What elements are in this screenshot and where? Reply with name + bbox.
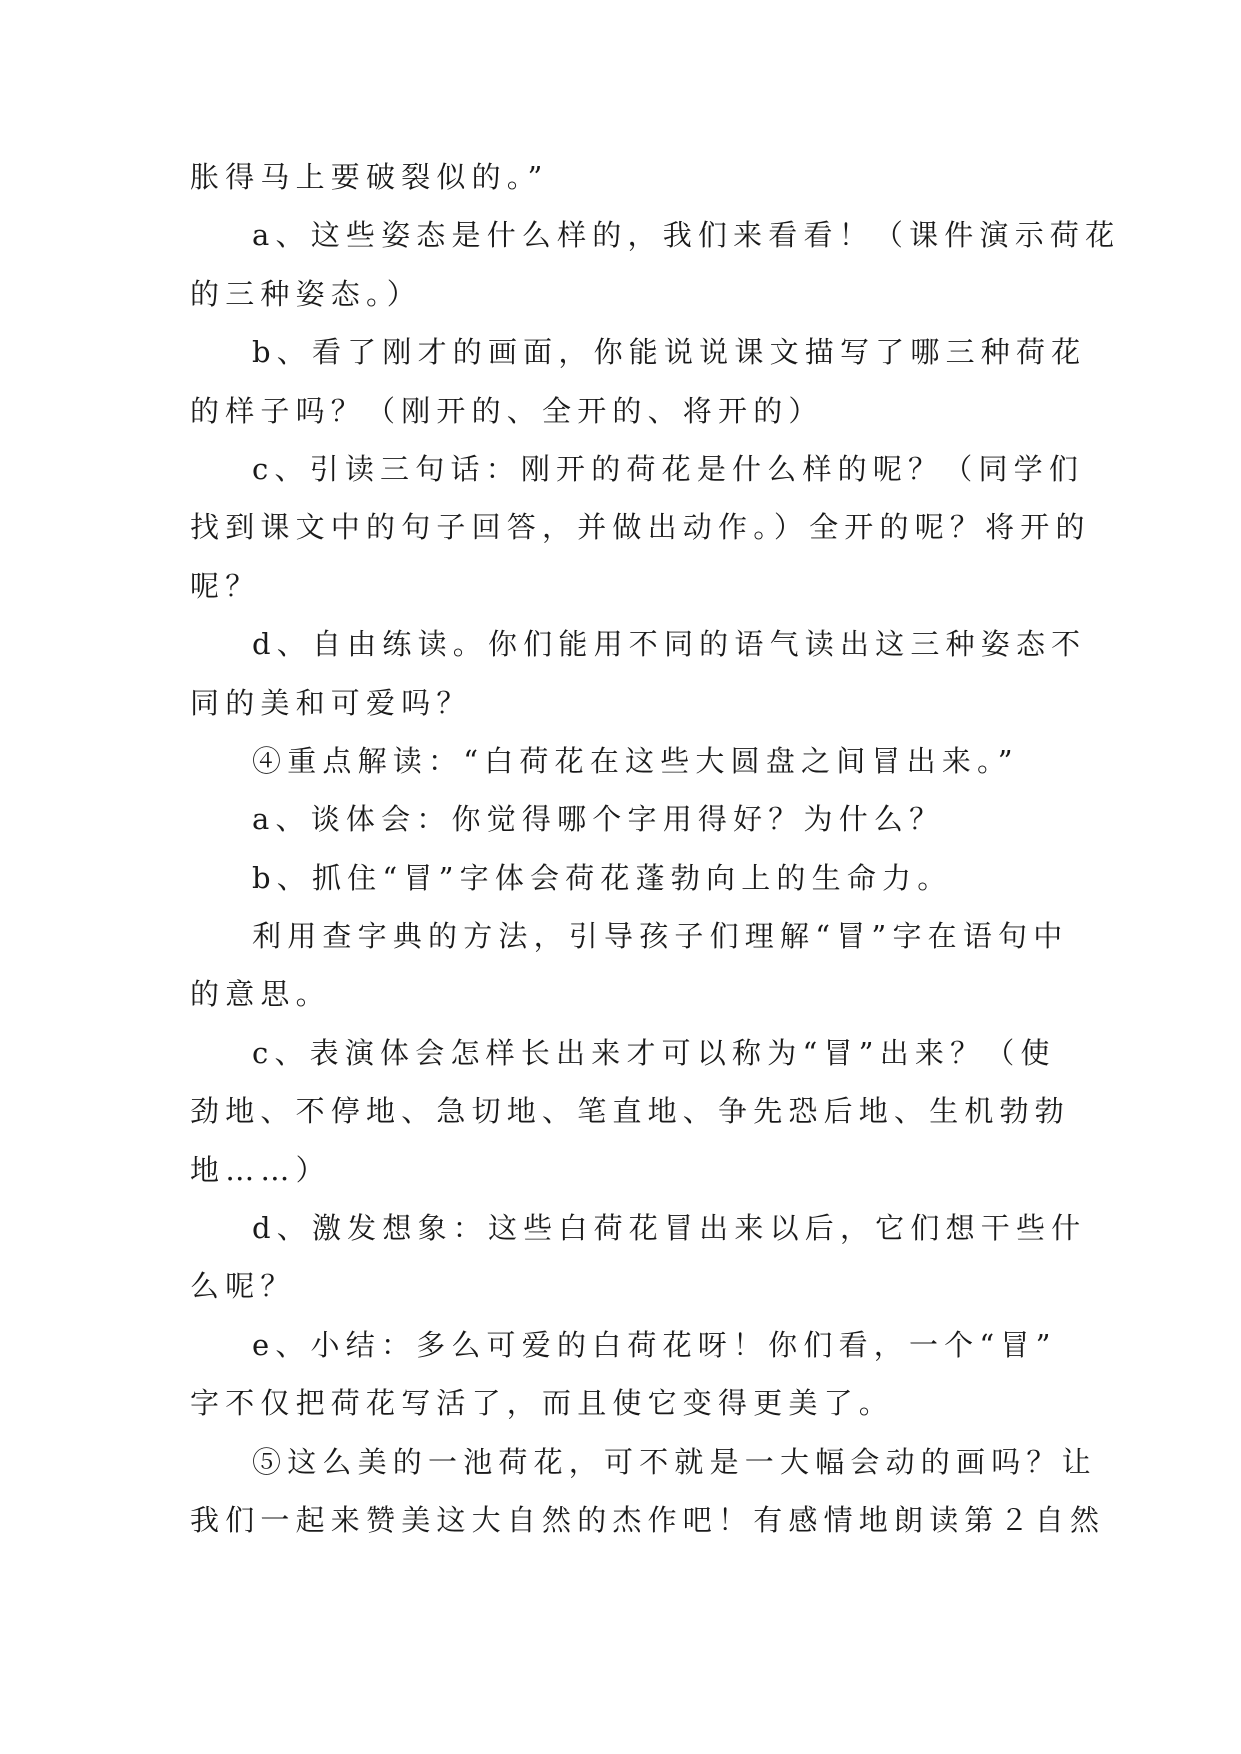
document-body: [190, 148, 1121, 1549]
text-line: 呢？: [190, 568, 261, 603]
text-line: 劲地、不停地、急切地、笔直地、争先恐后地、生机勃勃: [190, 1094, 1071, 1129]
text-line: 的三种姿态。）: [190, 276, 422, 311]
text-line: ⑤这么美的一池荷花，可不就是一大幅会动的画吗？让: [252, 1444, 1097, 1479]
text-line: c、表演体会怎样长出来才可以称为“冒”出来？（使: [252, 1035, 1056, 1070]
text-line: b、看了刚才的画面，你能说说课文描写了哪三种荷花: [252, 335, 1087, 370]
text-line: 胀得马上要破裂似的。”: [190, 160, 549, 194]
text-line: e、小结：多么可爱的白荷花呀！你们看，一个“冒”: [252, 1327, 1057, 1362]
text-line: 找到课文中的句子回答，并做出动作。）全开的呢？将开的: [190, 510, 1091, 545]
text-line: a、这些姿态是什么样的，我们来看看！（课件演示荷花: [252, 218, 1121, 253]
text-line: a、谈体会：你觉得哪个字用得好？为什么？: [252, 802, 945, 837]
text-line: 我们一起来赞美这大自然的杰作吧！有感情地朗读第２自然: [190, 1502, 1106, 1537]
text-line: 地……）: [190, 1152, 331, 1187]
text-line: b、抓住“冒”字体会荷花蓬勃向上的生命力。: [252, 860, 953, 895]
text-line: d、激发想象：这些白荷花冒出来以后，它们想干些什: [252, 1211, 1087, 1246]
text-line: 的样子吗？（刚开的、全开的、将开的）: [190, 393, 824, 428]
text-line: 同的美和可爱吗？: [190, 685, 472, 720]
text-line: 么呢？: [190, 1269, 296, 1304]
text-line: ④重点解读：“白荷花在这些大圆盘之间冒出来。”: [252, 743, 1019, 778]
text-line: 字不仅把荷花写活了，而且使它变得更美了。: [190, 1386, 895, 1421]
text-line: c、引读三句话：刚开的荷花是什么样的呢？（同学们: [252, 451, 1085, 486]
text-line: 利用查字典的方法，引导孩子们理解“冒”字在语句中: [252, 919, 1069, 954]
text-line: 的意思。: [190, 977, 331, 1012]
text-line: d、自由练读。你们能用不同的语气读出这三种姿态不: [252, 627, 1087, 662]
